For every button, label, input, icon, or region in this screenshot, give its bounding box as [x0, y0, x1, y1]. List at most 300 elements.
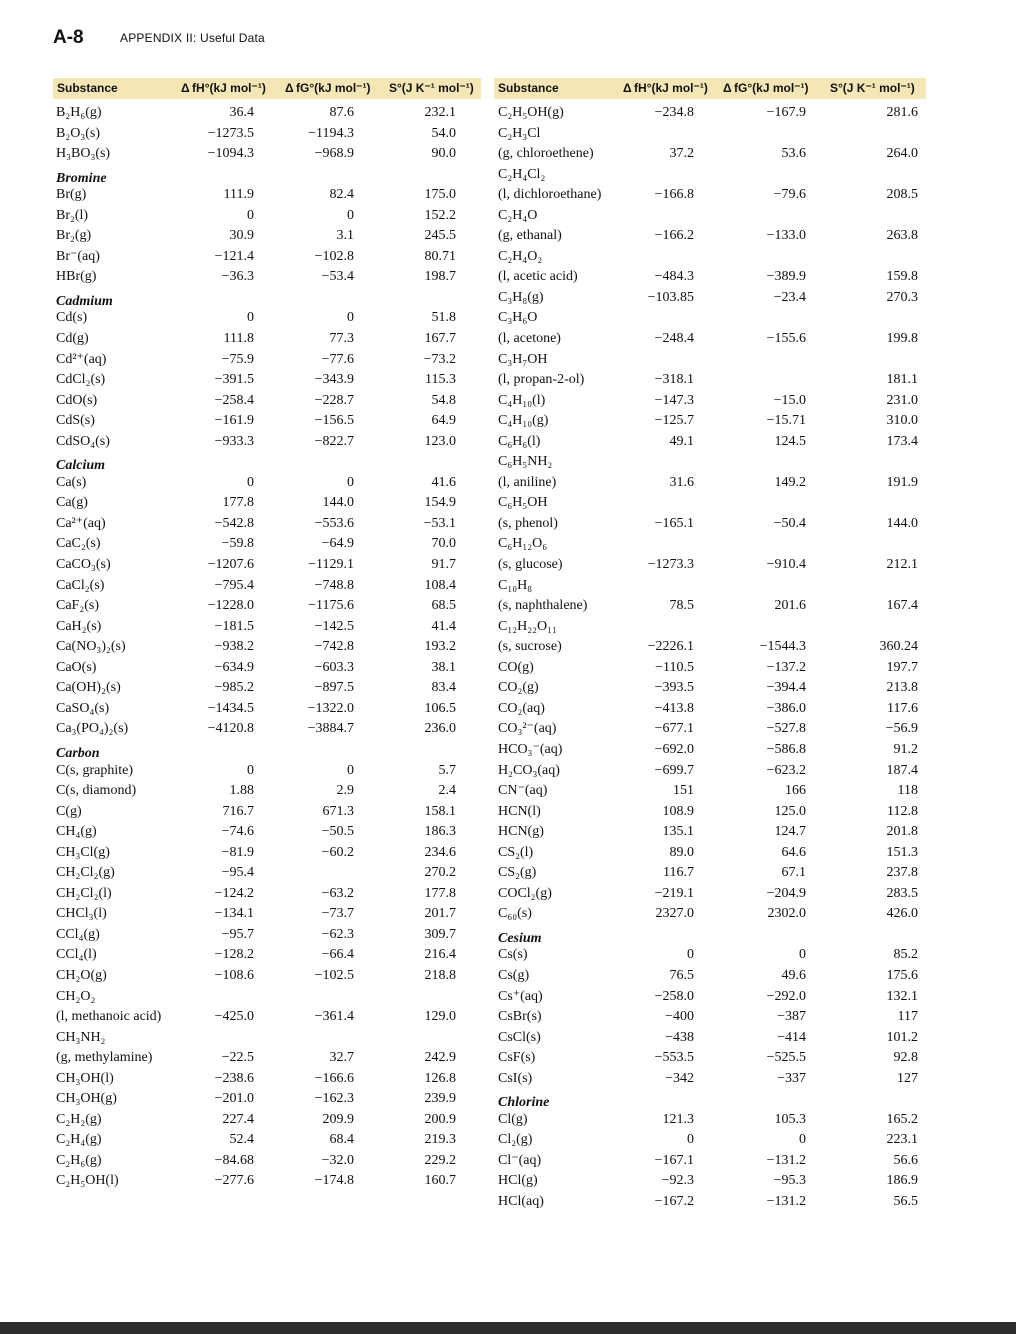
substance-name: C₆H₁₂O₆	[498, 536, 548, 552]
table-row	[56, 781, 456, 802]
s-value: 132.1	[886, 988, 918, 1004]
dh-value: −92.3	[661, 1173, 694, 1189]
dg-value: −822.7	[314, 433, 354, 449]
table-row	[498, 452, 918, 473]
dh-value: −167.2	[654, 1193, 694, 1209]
dh-value: −59.8	[221, 536, 254, 552]
table-row	[56, 945, 456, 966]
s-value: 231.0	[886, 392, 918, 408]
dg-value: −1544.3	[759, 639, 806, 655]
dg-value: −174.8	[314, 1173, 354, 1189]
substance-name: CH₃OH(l)	[56, 1070, 114, 1086]
dh-value: 121.3	[662, 1111, 694, 1127]
substance-name: (l, acetone)	[498, 331, 561, 347]
substance-name: Cd(g)	[56, 331, 89, 347]
dh-value: −108.6	[214, 967, 254, 983]
table-row	[498, 945, 918, 966]
table-row	[498, 1130, 918, 1151]
substance-name: CdSO₄(s)	[56, 433, 110, 449]
dg-value: −137.2	[766, 659, 806, 675]
substance-name: CsCl(s)	[498, 1029, 541, 1045]
dh-value: −553.5	[654, 1050, 694, 1066]
substance-name: (l, methanoic acid)	[56, 1009, 162, 1025]
dh-value: −1228.0	[207, 598, 254, 614]
dh-value: −22.5	[221, 1050, 254, 1066]
table-row	[498, 802, 918, 823]
dg-value: 124.5	[774, 433, 806, 449]
section-heading	[56, 165, 456, 186]
dh-value: 0	[247, 762, 254, 778]
dg-value: −63.2	[321, 885, 354, 901]
table-row	[56, 226, 456, 247]
dg-value: −156.5	[314, 413, 354, 429]
dg-value: 105.3	[774, 1111, 806, 1127]
s-value: 117.6	[887, 700, 918, 716]
dg-value: 64.6	[781, 844, 806, 860]
dg-value: 3.1	[336, 228, 354, 244]
dh-value: 116.7	[663, 865, 694, 881]
section-title: Bromine	[56, 170, 107, 186]
substance-name: C₃H₇OH	[498, 351, 548, 367]
s-value: 56.5	[893, 1193, 918, 1209]
dh-value: −277.6	[214, 1173, 254, 1189]
dg-value: −53.4	[321, 269, 354, 285]
dg-value: −525.5	[766, 1050, 806, 1066]
dg-value: −131.2	[766, 1193, 806, 1209]
substance-name: Ca(NO₃)₂(s)	[56, 639, 126, 655]
table-row	[498, 1192, 918, 1213]
table-row	[498, 247, 918, 268]
table-row	[498, 103, 918, 124]
table-row	[498, 740, 918, 761]
dh-value: 0	[687, 1132, 694, 1148]
table-row	[498, 761, 918, 782]
dg-value: −32.0	[321, 1152, 354, 1168]
s-value: 232.1	[424, 105, 456, 120]
table-row	[56, 308, 456, 329]
dg-value: −1129.1	[308, 557, 354, 573]
table-row	[498, 165, 918, 186]
dh-value: −167.1	[654, 1152, 694, 1168]
substance-name: Br₂(l)	[56, 207, 89, 223]
dg-value: 0	[347, 474, 354, 490]
section-heading	[56, 288, 456, 309]
s-value: 309.7	[424, 926, 456, 942]
substance-name: C₃H₆O	[498, 310, 538, 326]
dg-value: 201.6	[774, 598, 806, 614]
dg-value: −62.3	[321, 926, 354, 942]
substance-name: (l, aniline)	[498, 474, 557, 490]
bottom-bar	[0, 1322, 1016, 1334]
dg-value: −133.0	[766, 228, 806, 244]
substance-name: Ca(g)	[56, 495, 88, 511]
dg-value: 209.9	[322, 1111, 354, 1127]
dh-value: 111.8	[223, 331, 254, 347]
dh-value: −484.3	[654, 269, 694, 285]
s-value: 101.2	[886, 1029, 918, 1045]
substance-name: C₆₀(s)	[498, 906, 532, 922]
s-value: 199.8	[886, 331, 918, 347]
s-value: 70.0	[431, 536, 456, 552]
substance-name: HCN(l)	[498, 803, 541, 819]
dh-value: −438	[665, 1029, 694, 1045]
dg-value: 68.4	[329, 1132, 354, 1148]
dh-value: 30.9	[229, 228, 254, 244]
s-value: 165.2	[886, 1111, 918, 1127]
table-row	[498, 144, 918, 165]
dg-value: −910.4	[766, 557, 806, 573]
table-row	[56, 247, 456, 268]
dh-value: −425.0	[214, 1009, 254, 1025]
s-value: −73.2	[423, 351, 456, 367]
dh-value: −248.4	[654, 331, 694, 347]
dg-value: −166.6	[314, 1070, 354, 1086]
s-value: 237.8	[886, 865, 918, 881]
table-row	[56, 124, 456, 145]
table-row	[56, 411, 456, 432]
dg-value: 0	[347, 310, 354, 326]
section-title: Chlorine	[498, 1095, 550, 1111]
dh-value: −933.3	[214, 433, 254, 449]
s-value: 191.9	[886, 474, 918, 490]
substance-name: C₁₂H₂₂O₁₁	[498, 618, 557, 634]
dg-value: −742.8	[314, 639, 354, 655]
table-row	[56, 904, 456, 925]
table-row	[498, 370, 918, 391]
s-value: 38.1	[431, 659, 456, 675]
table-row	[498, 1110, 918, 1131]
dh-value: −181.5	[214, 618, 254, 634]
dg-value: −142.5	[314, 618, 354, 634]
dh-value: −166.2	[654, 228, 694, 244]
dg-value: −228.7	[314, 392, 354, 408]
table-row	[56, 617, 456, 638]
substance-name: C₂H₄(g)	[56, 1132, 102, 1148]
dg-value: 82.4	[329, 187, 354, 203]
s-value: 197.7	[886, 659, 918, 675]
substance-name: Cl(g)	[498, 1111, 528, 1127]
table-row	[56, 370, 456, 391]
s-value: 92.8	[893, 1050, 918, 1066]
dh-value: −938.2	[214, 639, 254, 655]
substance-name: Ca(OH)₂(s)	[56, 680, 121, 696]
substance-name: Br⁻(aq)	[56, 248, 100, 264]
table-row	[498, 206, 918, 227]
s-value: 112.8	[887, 803, 918, 819]
s-value: 281.6	[886, 105, 918, 120]
s-value: 115.3	[425, 372, 456, 388]
dh-value: −542.8	[214, 515, 254, 531]
table-row	[498, 473, 918, 494]
dh-value: 111.9	[223, 187, 254, 203]
substance-name: (s, naphthalene)	[498, 598, 588, 614]
substance-name: CH₃NH₂	[56, 1029, 106, 1045]
dh-value: −1434.5	[207, 700, 254, 716]
s-value: 173.4	[886, 433, 918, 449]
s-value: −53.1	[423, 515, 456, 531]
s-value: 263.8	[886, 228, 918, 244]
substance-name: Cs⁺(aq)	[498, 988, 543, 1004]
s-value: 219.3	[424, 1132, 456, 1148]
table-row	[498, 288, 918, 309]
substance-name: Ca₃(PO₄)₂(s)	[56, 721, 129, 737]
s-value: 218.8	[424, 967, 456, 983]
substance-name: CsF(s)	[498, 1050, 536, 1066]
s-value: 56.6	[893, 1152, 918, 1168]
s-value: 68.5	[431, 598, 456, 614]
substance-name: B₂O₃(s)	[56, 125, 100, 141]
substance-name: C(s, diamond)	[56, 783, 137, 799]
dg-value: −77.6	[321, 351, 354, 367]
dh-value: 52.4	[229, 1132, 254, 1148]
table-row	[56, 144, 456, 165]
dh-value: 36.4	[229, 105, 254, 120]
dh-value: 716.7	[222, 803, 254, 819]
s-value: 229.2	[424, 1152, 456, 1168]
s-value: 187.4	[886, 762, 918, 778]
dh-value: −258.0	[654, 988, 694, 1004]
substance-name: C₆H₆(l)	[498, 433, 541, 449]
table-row	[56, 1110, 456, 1131]
s-value: 64.9	[431, 413, 456, 429]
dg-value: −387	[777, 1009, 806, 1025]
substance-name: C₆H₅OH	[498, 495, 548, 511]
dg-value: −131.2	[766, 1152, 806, 1168]
dh-value: −124.2	[214, 885, 254, 901]
table-row	[498, 658, 918, 679]
dg-value: 0	[347, 207, 354, 223]
dh-value: −166.8	[654, 187, 694, 203]
s-value: 129.0	[424, 1009, 456, 1025]
substance-name: CO₂(g)	[498, 680, 539, 696]
substance-name: Ca(s)	[56, 474, 87, 490]
dh-value: 1.88	[229, 783, 254, 799]
s-value: 160.7	[424, 1173, 456, 1189]
table-row	[498, 555, 918, 576]
substance-name: CaF₂(s)	[56, 598, 99, 614]
dh-value: −36.3	[221, 269, 254, 285]
substance-name: C(g)	[56, 803, 82, 819]
substance-name: C₂H₃Cl	[498, 125, 541, 141]
table-row	[498, 350, 918, 371]
table-row	[498, 329, 918, 350]
dh-value: −393.5	[654, 680, 694, 696]
section-title: Cesium	[498, 930, 542, 946]
dg-value: −394.4	[766, 680, 806, 696]
dg-value: −361.4	[314, 1009, 354, 1025]
dh-value: 0	[687, 947, 694, 963]
s-value: 85.2	[893, 947, 918, 963]
table-row	[56, 514, 456, 535]
dg-value: 144.0	[322, 495, 354, 511]
section-heading	[56, 452, 456, 473]
dh-value: 49.1	[669, 433, 694, 449]
dg-value: −292.0	[766, 988, 806, 1004]
substance-name: CO₂(aq)	[498, 700, 545, 716]
page-title: APPENDIX II: Useful Data	[120, 31, 265, 45]
dh-value: 151	[673, 783, 694, 799]
table-row	[498, 822, 918, 843]
s-value: 91.2	[893, 741, 918, 757]
table-row	[498, 843, 918, 864]
dg-value: −968.9	[314, 146, 354, 162]
s-value: 158.1	[424, 803, 456, 819]
table-row	[56, 576, 456, 597]
substance-name: C₂H₆(g)	[56, 1152, 102, 1168]
dg-value: −64.9	[321, 536, 354, 552]
dh-value: −318.1	[654, 372, 694, 388]
s-value: 186.3	[424, 824, 456, 840]
s-value: 126.8	[424, 1070, 456, 1086]
substance-name: B₂H₆(g)	[56, 105, 102, 120]
dh-value: 31.6	[669, 474, 694, 490]
table-row	[498, 904, 918, 925]
dg-value: 166	[785, 783, 806, 799]
dg-value: −1175.6	[308, 598, 354, 614]
substance-name: C₂H₄O	[498, 207, 538, 223]
dh-value: −165.1	[654, 515, 694, 531]
dh-value: 0	[247, 207, 254, 223]
section-title: Calcium	[56, 458, 106, 474]
s-value: 117	[897, 1009, 918, 1025]
dg-value: −60.2	[321, 844, 354, 860]
s-value: 360.24	[879, 639, 918, 655]
table-row	[498, 781, 918, 802]
s-value: 186.9	[886, 1173, 918, 1189]
table-row	[498, 719, 918, 740]
dh-value: −692.0	[654, 741, 694, 757]
table-row	[498, 637, 918, 658]
dg-value: 2302.0	[767, 906, 806, 922]
substance-name: CH₂Cl₂(g)	[56, 865, 115, 881]
s-value: 270.3	[886, 289, 918, 305]
s-value: 118	[897, 783, 918, 799]
dh-value: −2226.1	[647, 639, 694, 655]
substance-name: Cs(s)	[498, 947, 528, 963]
substance-name: CsBr(s)	[498, 1009, 542, 1025]
dh-value: −400	[665, 1009, 694, 1025]
dh-value: −985.2	[214, 680, 254, 696]
substance-name: C₆H₅NH₂	[498, 454, 553, 470]
dg-value: −204.9	[766, 885, 806, 901]
substance-name: HCN(g)	[498, 824, 544, 840]
s-value: 80.71	[424, 248, 456, 264]
dg-value: 2.9	[336, 783, 354, 799]
dg-value: −386.0	[766, 700, 806, 716]
s-value: 264.0	[886, 146, 918, 162]
dh-value: −219.1	[654, 885, 694, 901]
dh-value: −134.1	[214, 906, 254, 922]
substance-name: C₃H₈(g)	[498, 289, 544, 305]
dg-value: −337	[777, 1070, 806, 1086]
dg-value: −50.4	[773, 515, 806, 531]
dg-value: −23.4	[773, 289, 806, 305]
dg-value: 0	[347, 762, 354, 778]
table-row	[56, 1007, 456, 1028]
substance-name: (g, methylamine)	[56, 1050, 153, 1066]
left-table	[56, 103, 456, 1192]
s-value: 90.0	[431, 146, 456, 162]
col-s: S°(J K⁻¹ mol⁻¹)	[389, 81, 474, 95]
table-row	[56, 493, 456, 514]
dh-value: −103.85	[647, 289, 694, 305]
dh-value: −795.4	[214, 577, 254, 593]
dh-value: −1273.5	[207, 125, 254, 141]
dg-value: 53.6	[781, 146, 806, 162]
s-value: 154.9	[424, 495, 456, 511]
s-value: 201.8	[886, 824, 918, 840]
table-row	[498, 678, 918, 699]
table-row	[56, 678, 456, 699]
table-row	[56, 1130, 456, 1151]
dh-value: −95.4	[221, 865, 254, 881]
s-value: 83.4	[431, 680, 456, 696]
substance-name: (g, ethanal)	[498, 228, 562, 244]
table-row	[56, 432, 456, 453]
table-row	[56, 843, 456, 864]
table-row	[56, 206, 456, 227]
dg-value: −15.0	[773, 392, 806, 408]
dg-value: −15.71	[766, 413, 806, 429]
table-row	[56, 1171, 456, 1192]
substance-name: CO₃²⁻(aq)	[498, 721, 557, 737]
substance-name: H₂CO₃(aq)	[498, 762, 560, 778]
substance-name: (g, chloroethene)	[498, 146, 594, 162]
dh-value: 78.5	[669, 598, 694, 614]
s-value: 175.6	[886, 967, 918, 983]
dh-value: −238.6	[214, 1070, 254, 1086]
s-value: 198.7	[424, 269, 456, 285]
dh-value: −128.2	[214, 947, 254, 963]
table-row	[56, 658, 456, 679]
dh-value: 2327.0	[655, 906, 694, 922]
table-row	[498, 124, 918, 145]
dh-value: 177.8	[222, 495, 254, 511]
s-value: 310.0	[886, 413, 918, 429]
table-row	[56, 884, 456, 905]
s-value: 193.2	[424, 639, 456, 655]
substance-name: CCl₄(g)	[56, 926, 100, 942]
dh-value: −1273.3	[647, 557, 694, 573]
dh-value: −258.4	[214, 392, 254, 408]
table-row	[56, 596, 456, 617]
substance-name: CN⁻(aq)	[498, 783, 548, 799]
dh-value: 135.1	[662, 824, 694, 840]
substance-name: CsI(s)	[498, 1070, 533, 1086]
table-row	[56, 966, 456, 987]
page-header	[53, 27, 265, 49]
s-value: 236.0	[424, 721, 456, 737]
dg-value: −586.8	[766, 741, 806, 757]
dh-value: −634.9	[214, 659, 254, 675]
substance-name: (l, dichloroethane)	[498, 187, 602, 203]
substance-name: C₂H₅OH(g)	[498, 105, 564, 120]
s-value: 200.9	[424, 1111, 456, 1127]
substance-name: (s, phenol)	[498, 515, 558, 531]
s-value: 177.8	[424, 885, 456, 901]
col-substance: Substance	[498, 81, 559, 95]
substance-name: CH₃Cl(g)	[56, 844, 110, 860]
dg-value: −73.7	[321, 906, 354, 922]
table-row	[498, 1007, 918, 1028]
s-value: 234.6	[424, 844, 456, 860]
substance-name: HCl(aq)	[498, 1193, 544, 1209]
table-row	[498, 576, 918, 597]
left-table-header	[53, 78, 481, 99]
table-row	[56, 350, 456, 371]
col-s: S°(J K⁻¹ mol⁻¹)	[830, 81, 915, 95]
table-row	[56, 1069, 456, 1090]
